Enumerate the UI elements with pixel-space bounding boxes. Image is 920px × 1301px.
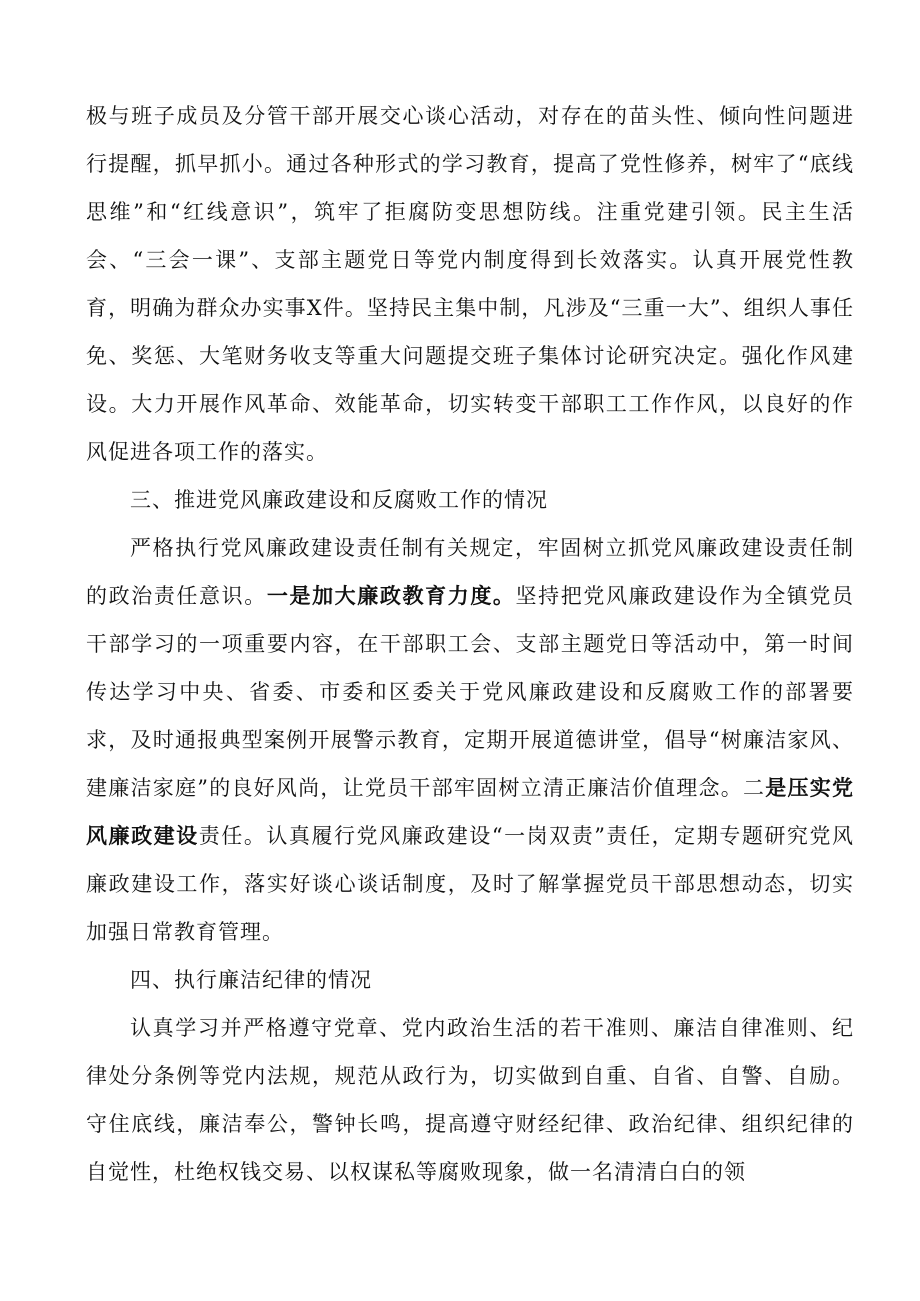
document-page	[86, 92, 854, 1196]
section-heading-4: 四、执行廉洁纪律的情况	[130, 968, 372, 992]
body-paragraph-3: 认真学习并严格遵守党章、党内政治生活的若干准则、廉洁自律准则、纪律处分条例等党内法规，规范从政行为，切实做到自重、自省、自警、自励。守住底线，廉洁奉公，警钟长鸣，提高遵守财经纪律、政治纪律、组织纪律的自觉性，杜绝权钱交易、以权谋私等腐败现象，做一名清清白白的领	[86, 1016, 854, 1184]
paragraph-2-bold-2: 是压实党风廉政建设	[86, 776, 855, 848]
paragraph-2-text-2: 坚持把党风廉政建设作为全镇党员干部学习的一项重要内容，在干部职工会、支部主题党日等活动中，第一时间传达学习中央、省委、市委和区委关于党风廉政建设和反腐败工作的部署要求，及时通报典型案例开展警示教育，定期开展道德讲堂，倡导“树廉洁家风、建廉洁家庭”的良好风尚，让党员干部牢固树立清正廉洁价值理念。二	[86, 584, 855, 800]
body-paragraph-2	[86, 524, 854, 956]
section-heading-3: 三、推进党风廉政建设和反腐败工作的情况	[130, 488, 548, 512]
paragraph-2-text-1: 严格执行党风廉政建设责任制有关规定，牢固树立抓党风廉政建设责任制的政治责任意识。	[86, 536, 854, 608]
paragraph-2-text-3: 责任。认真履行党风廉政建设“一岗双责”责任，定期专题研究党风廉政建设工作，落实好谈心谈话制度，及时了解掌握党员干部思想动态，切实加强日常教育管理。	[86, 824, 854, 944]
body-paragraph-1: 极与班子成员及分管干部开展交心谈心活动，对存在的苗头性、倾向性问题进行提醒，抓早抓小。通过各种形式的学习教育，提高了党性修养，树牢了“底线思维”和“红线意识”，筑牢了拒腐防变思想防线。注重党建引领。民主生活会、“三会一课”、支部主题党日等党内制度得到长效落实。认真开展党性教育，明确为群众办实事X件。坚持民主集中制，凡涉及“三重一大”、组织人事任免、奖惩、大笔财务收支等重大问题提交班子集体讨论研究决定。强化作风建设。大力开展作风革命、效能革命，切实转变干部职工工作作风，以良好的作风促进各项工作的落实。	[86, 104, 854, 464]
paragraph-2-bold-1: 一是加大廉政教育力度。	[266, 584, 516, 608]
